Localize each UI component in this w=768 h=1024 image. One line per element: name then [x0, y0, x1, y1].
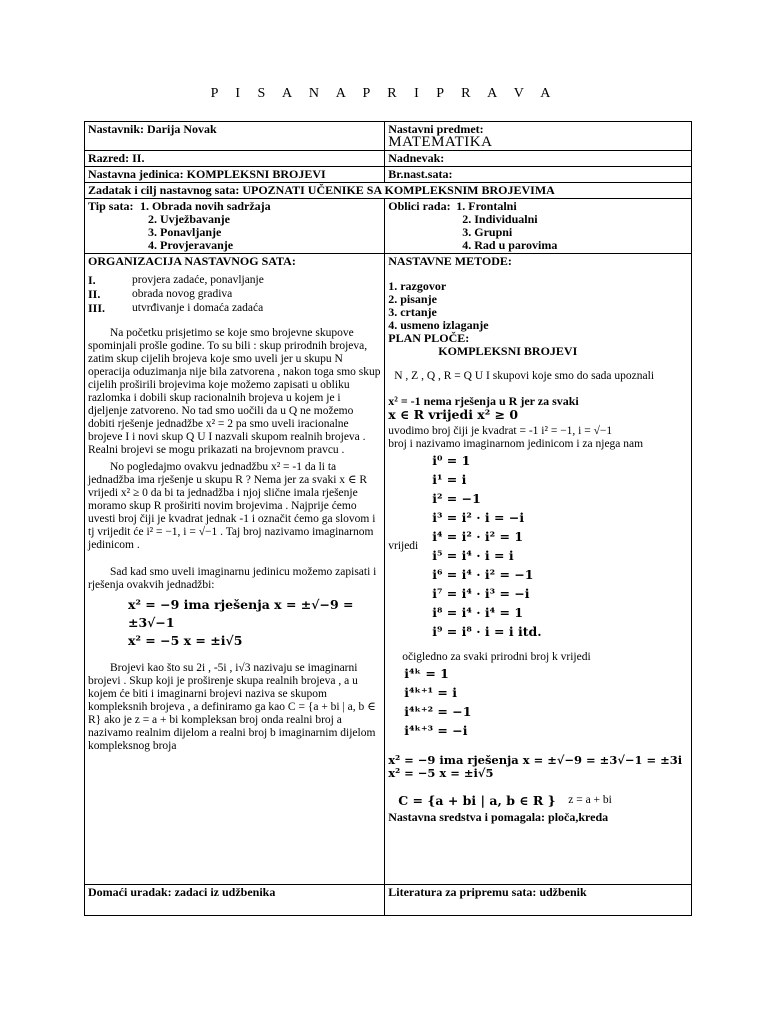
board-introduce-line: uvodimo broj čiji je kvadrat = -1 i² = −1, i = √−1	[388, 425, 613, 437]
lesson-type-item: 1. Obrada novih sadržaja	[140, 199, 271, 213]
power-of-i: i³ = i² · i = −i	[432, 510, 525, 525]
board-vrijedi-label: vrijedi	[388, 539, 419, 552]
board-z-definition: z = a + bi	[568, 794, 612, 806]
board-plan-heading: PLAN PLOČE:	[388, 331, 470, 345]
organization-cell	[85, 254, 385, 885]
power-of-i: i⁵ = i⁴ · i = i	[432, 548, 514, 563]
org-item-number: III.	[88, 301, 106, 315]
lesson-type-cell	[85, 199, 385, 254]
k-powers-list	[388, 664, 688, 740]
teaching-aids: Nastavna sredstva i pomagala: ploča,kreda	[388, 810, 609, 824]
grade-cell: Razred: II.	[85, 151, 385, 167]
paragraph-imaginary-unit: Sad kad smo uveli imaginarnu jedinicu možemo zapisati i rješenja ovakvih jednadžbi:	[88, 566, 377, 591]
teacher-cell: Nastavnik: Darija Novak	[85, 122, 385, 151]
board-sets-line: N , Z , Q , R = Q U I skupovi koje smo do sada upoznali	[394, 370, 655, 382]
k-power-of-i: i⁴ᵏ⁺³ = −i	[404, 723, 468, 738]
power-of-i: i¹ = i	[432, 472, 467, 487]
subject-cell	[385, 122, 692, 151]
board-k-line: očigledno za svaki prirodni broj k vrijedi	[402, 651, 591, 663]
powers-of-i-list	[432, 451, 541, 641]
org-item-number: II.	[88, 287, 101, 301]
org-item-number: I.	[88, 273, 96, 287]
org-item-text: obrada novog gradiva	[132, 288, 233, 300]
power-of-i: i⁷ = i⁴ · i³ = −i	[432, 586, 530, 601]
board-inequality-line: x ∈ R vrijedi x² ≥ 0	[388, 407, 519, 422]
organization-heading: ORGANIZACIJA NASTAVNOG SATA:	[88, 254, 296, 268]
literature-cell: Literatura za pripremu sata: udžbenik	[385, 885, 692, 916]
lesson-plan-table	[84, 121, 692, 916]
lesson-type-item: 3. Ponavljanje	[148, 225, 222, 239]
method-item: 3. crtanje	[388, 305, 437, 319]
methods-and-board-cell	[385, 254, 692, 885]
power-of-i: i⁶ = i⁴ · i² = −1	[432, 567, 534, 582]
lesson-type-label: Tip sata:	[88, 199, 134, 213]
paragraph-number-sets: Na početku prisjetimo se koje smo brojevne skupove spominjali prošle godine. To su bili : skup prirodnih brojeva, zatim skup cijelih brojeva koje smo uveli jer u skupu N operacija oduzimanja nije bila zatvorena , nakon toga smo skup cijelih proširili brojevima koje možemo zapisati u obliku razlomka i dobili skup racionalnih brojeva u kojem je i djeljenje zatvoreno. No tad smo uočili da u Q ne možemo dobiti rješenje jednadžbe x² = 2 pa smo uveli iracionalne brojeve I i novi skup Q U I nazvali skupom realnih brojeva . Realni brojevi se mogu prikazati na brojevnom pravcu .	[88, 327, 381, 456]
lesson-type-item: 2. Uvježbavanje	[148, 212, 230, 226]
page-title: P I S A N A P R I P R A V A	[210, 86, 558, 101]
org-item-text: provjera zadaće, ponavljanje	[132, 274, 264, 286]
equation-minus-five: x² = −5 x = ±i√5	[128, 633, 243, 648]
board-no-solution-line: x² = -1 nema rješenja u R jer za svaki	[388, 394, 579, 408]
power-of-i: i⁰ = 1	[432, 453, 471, 468]
board-imaginary-unit-line: broj i nazivamo imaginarnom jedinicom i za njega nam	[388, 438, 644, 450]
paragraph-complex-definition: Brojevi kao što su 2i , -5i , i√3 nazivaju se imaginarni brojevi . Skup koji je proširenje skupa realnih brojeva , a u kojem će biti i imaginarni brojevi naziva se skupom kompleksnih brojeva , a definiramo ga kao C = {a + bi | a, b ∈ R} ako je z = a + bi kompleksan broj onda realni broj a nazivamo realnim dijelom a realni broj b imaginarnim dijelom kompleksnog broja	[88, 662, 376, 752]
unit-cell: Nastavna jedinica: KOMPLEKSNI BROJEVI	[85, 167, 385, 183]
date-cell: Nadnevak:	[385, 151, 692, 167]
subject-label: Nastavni predmet:	[388, 122, 484, 136]
method-item: 1. razgovor	[388, 279, 447, 293]
work-form-item: 2. Individualni	[462, 212, 538, 226]
work-form-item: 4. Rad u parovima	[462, 238, 558, 252]
method-item: 4. usmeno izlaganje	[388, 318, 489, 332]
power-of-i: i⁴ = i² · i² = 1	[432, 529, 524, 544]
power-of-i: i⁸ = i⁴ · i⁴ = 1	[432, 605, 524, 620]
power-of-i: i⁹ = i⁸ · i = i itd.	[432, 624, 542, 639]
method-item: 2. pisanje	[388, 292, 437, 306]
subject-value: MATEMATIKA	[388, 134, 493, 150]
k-power-of-i: i⁴ᵏ = 1	[404, 666, 449, 681]
org-item-text: utvrđivanje i domaća zadaća	[132, 302, 264, 314]
work-forms-label: Oblici rada:	[388, 199, 451, 213]
goal-cell: Zadatak i cilj nastavnog sata: UPOZNATI UČENIKE SA KOMPLEKSNIM BROJEVIMA	[85, 183, 692, 199]
board-equation-minus-five: x² = −5 x = ±i√5	[388, 766, 494, 780]
methods-list	[388, 280, 688, 332]
work-form-item: 1. Frontalni	[456, 199, 517, 213]
lesson-number-cell: Br.nast.sata:	[385, 167, 692, 183]
equation-minus-nine: x² = −9 ima rješenja x = ±√−9 = ±3√−1	[128, 597, 354, 630]
organization-list	[88, 274, 381, 315]
board-equation-minus-nine: x² = −9 ima rješenja x = ±√−9 = ±3√−1 = ±3i	[388, 753, 683, 767]
board-plan-subheading: KOMPLEKSNI BROJEVI	[438, 344, 578, 358]
lesson-type-item: 4. Provjeravanje	[148, 238, 234, 252]
power-of-i: i² = −1	[432, 491, 481, 506]
paragraph-equation-intro: No pogledajmo ovakvu jednadžbu x² = -1 da li ta jednadžba ima rješenje u skupu R ? Nema jer za svaki x ∈ R vrijedi x² ≥ 0 da bi ta jednadžba i njoj slične imala rješenje moramo skup R proširiti novim brojevima . Najprije ćemo uvesti broj čiji je kvadrat jednak -1 i označit ćemo ga slovom i tj vrijedit će i² = −1, i = √−1 . Taj broj nazivamo imaginarnom jedinicom .	[88, 461, 376, 551]
k-power-of-i: i⁴ᵏ⁺² = −1	[404, 704, 472, 719]
k-power-of-i: i⁴ᵏ⁺¹ = i	[404, 685, 457, 700]
work-forms-cell	[385, 199, 692, 254]
homework-cell: Domaći uradak: zadaci iz udžbenika	[85, 885, 385, 916]
board-set-definition: C = {a + bi | a, b ∈ R }	[398, 793, 556, 808]
methods-heading: NASTAVNE METODE:	[388, 254, 512, 268]
work-form-item: 3. Grupni	[462, 225, 513, 239]
